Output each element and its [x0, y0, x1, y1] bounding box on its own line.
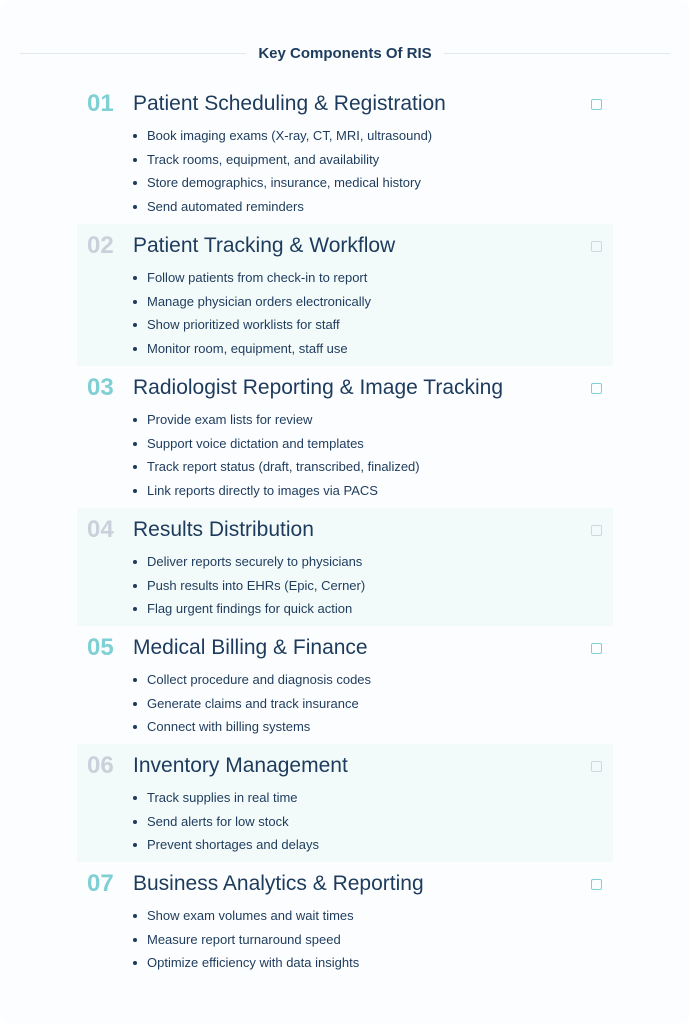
section-heading: Inventory Management — [133, 754, 348, 777]
list-item: Collect procedure and diagnosis codes — [133, 668, 613, 692]
section-heading: Results Distribution — [133, 518, 314, 541]
header-divider-right — [444, 53, 670, 54]
list-item: Push results into EHRs (Epic, Cerner) — [133, 574, 613, 598]
section-checkbox[interactable] — [591, 761, 602, 772]
bullet-list — [133, 124, 613, 218]
section-heading: Radiologist Reporting & Image Tracking — [133, 376, 504, 399]
list-item: Send automated reminders — [133, 195, 613, 219]
component-section — [77, 82, 613, 224]
component-section — [77, 862, 613, 980]
section-checkbox[interactable] — [591, 879, 602, 890]
component-section — [77, 744, 613, 862]
section-heading: Patient Tracking & Workflow — [133, 234, 396, 257]
list-item: Generate claims and track insurance — [133, 692, 613, 716]
list-item: Track report status (draft, transcribed, finalized) — [133, 455, 613, 479]
section-checkbox[interactable] — [591, 383, 602, 394]
list-item: Measure report turnaround speed — [133, 928, 613, 952]
section-number: 06 — [87, 752, 114, 779]
list-item: Support voice dictation and templates — [133, 432, 613, 456]
bullet-list — [133, 786, 613, 857]
list-item: Provide exam lists for review — [133, 408, 613, 432]
bullet-list — [133, 668, 613, 739]
list-item: Manage physician orders electronically — [133, 290, 613, 314]
section-checkbox[interactable] — [591, 241, 602, 252]
bullet-list — [133, 904, 613, 975]
component-section — [77, 626, 613, 744]
list-item: Send alerts for low stock — [133, 810, 613, 834]
bullet-list — [133, 408, 613, 502]
list-item: Flag urgent findings for quick action — [133, 597, 613, 621]
list-item: Prevent shortages and delays — [133, 833, 613, 857]
list-item: Connect with billing systems — [133, 715, 613, 739]
section-checkbox[interactable] — [591, 99, 602, 110]
list-item: Follow patients from check-in to report — [133, 266, 613, 290]
component-section — [77, 224, 613, 366]
section-heading: Medical Billing & Finance — [133, 636, 368, 659]
component-section — [77, 508, 613, 626]
section-number: 04 — [87, 516, 114, 543]
list-item: Show prioritized worklists for staff — [133, 313, 613, 337]
section-number: 03 — [87, 374, 114, 401]
section-checkbox[interactable] — [591, 525, 602, 536]
list-item: Link reports directly to images via PACS — [133, 479, 613, 503]
component-section — [77, 366, 613, 508]
header — [20, 43, 670, 63]
section-number: 07 — [87, 870, 114, 897]
list-item: Optimize efficiency with data insights — [133, 951, 613, 975]
component-list — [77, 82, 613, 980]
list-item: Track supplies in real time — [133, 786, 613, 810]
list-item: Track rooms, equipment, and availability — [133, 148, 613, 172]
section-number: 05 — [87, 634, 114, 661]
bullet-list — [133, 550, 613, 621]
list-item: Monitor room, equipment, staff use — [133, 337, 613, 361]
list-item: Store demographics, insurance, medical history — [133, 171, 613, 195]
section-checkbox[interactable] — [591, 643, 602, 654]
list-item: Show exam volumes and wait times — [133, 904, 613, 928]
bullet-list — [133, 266, 613, 360]
section-heading: Business Analytics & Reporting — [133, 872, 424, 895]
section-heading: Patient Scheduling & Registration — [133, 92, 446, 115]
section-number: 02 — [87, 232, 114, 259]
header-divider-left — [20, 53, 246, 54]
page-title: Key Components Of RIS — [258, 44, 432, 62]
list-item: Deliver reports securely to physicians — [133, 550, 613, 574]
section-number: 01 — [87, 90, 114, 117]
list-item: Book imaging exams (X-ray, CT, MRI, ultrasound) — [133, 124, 613, 148]
